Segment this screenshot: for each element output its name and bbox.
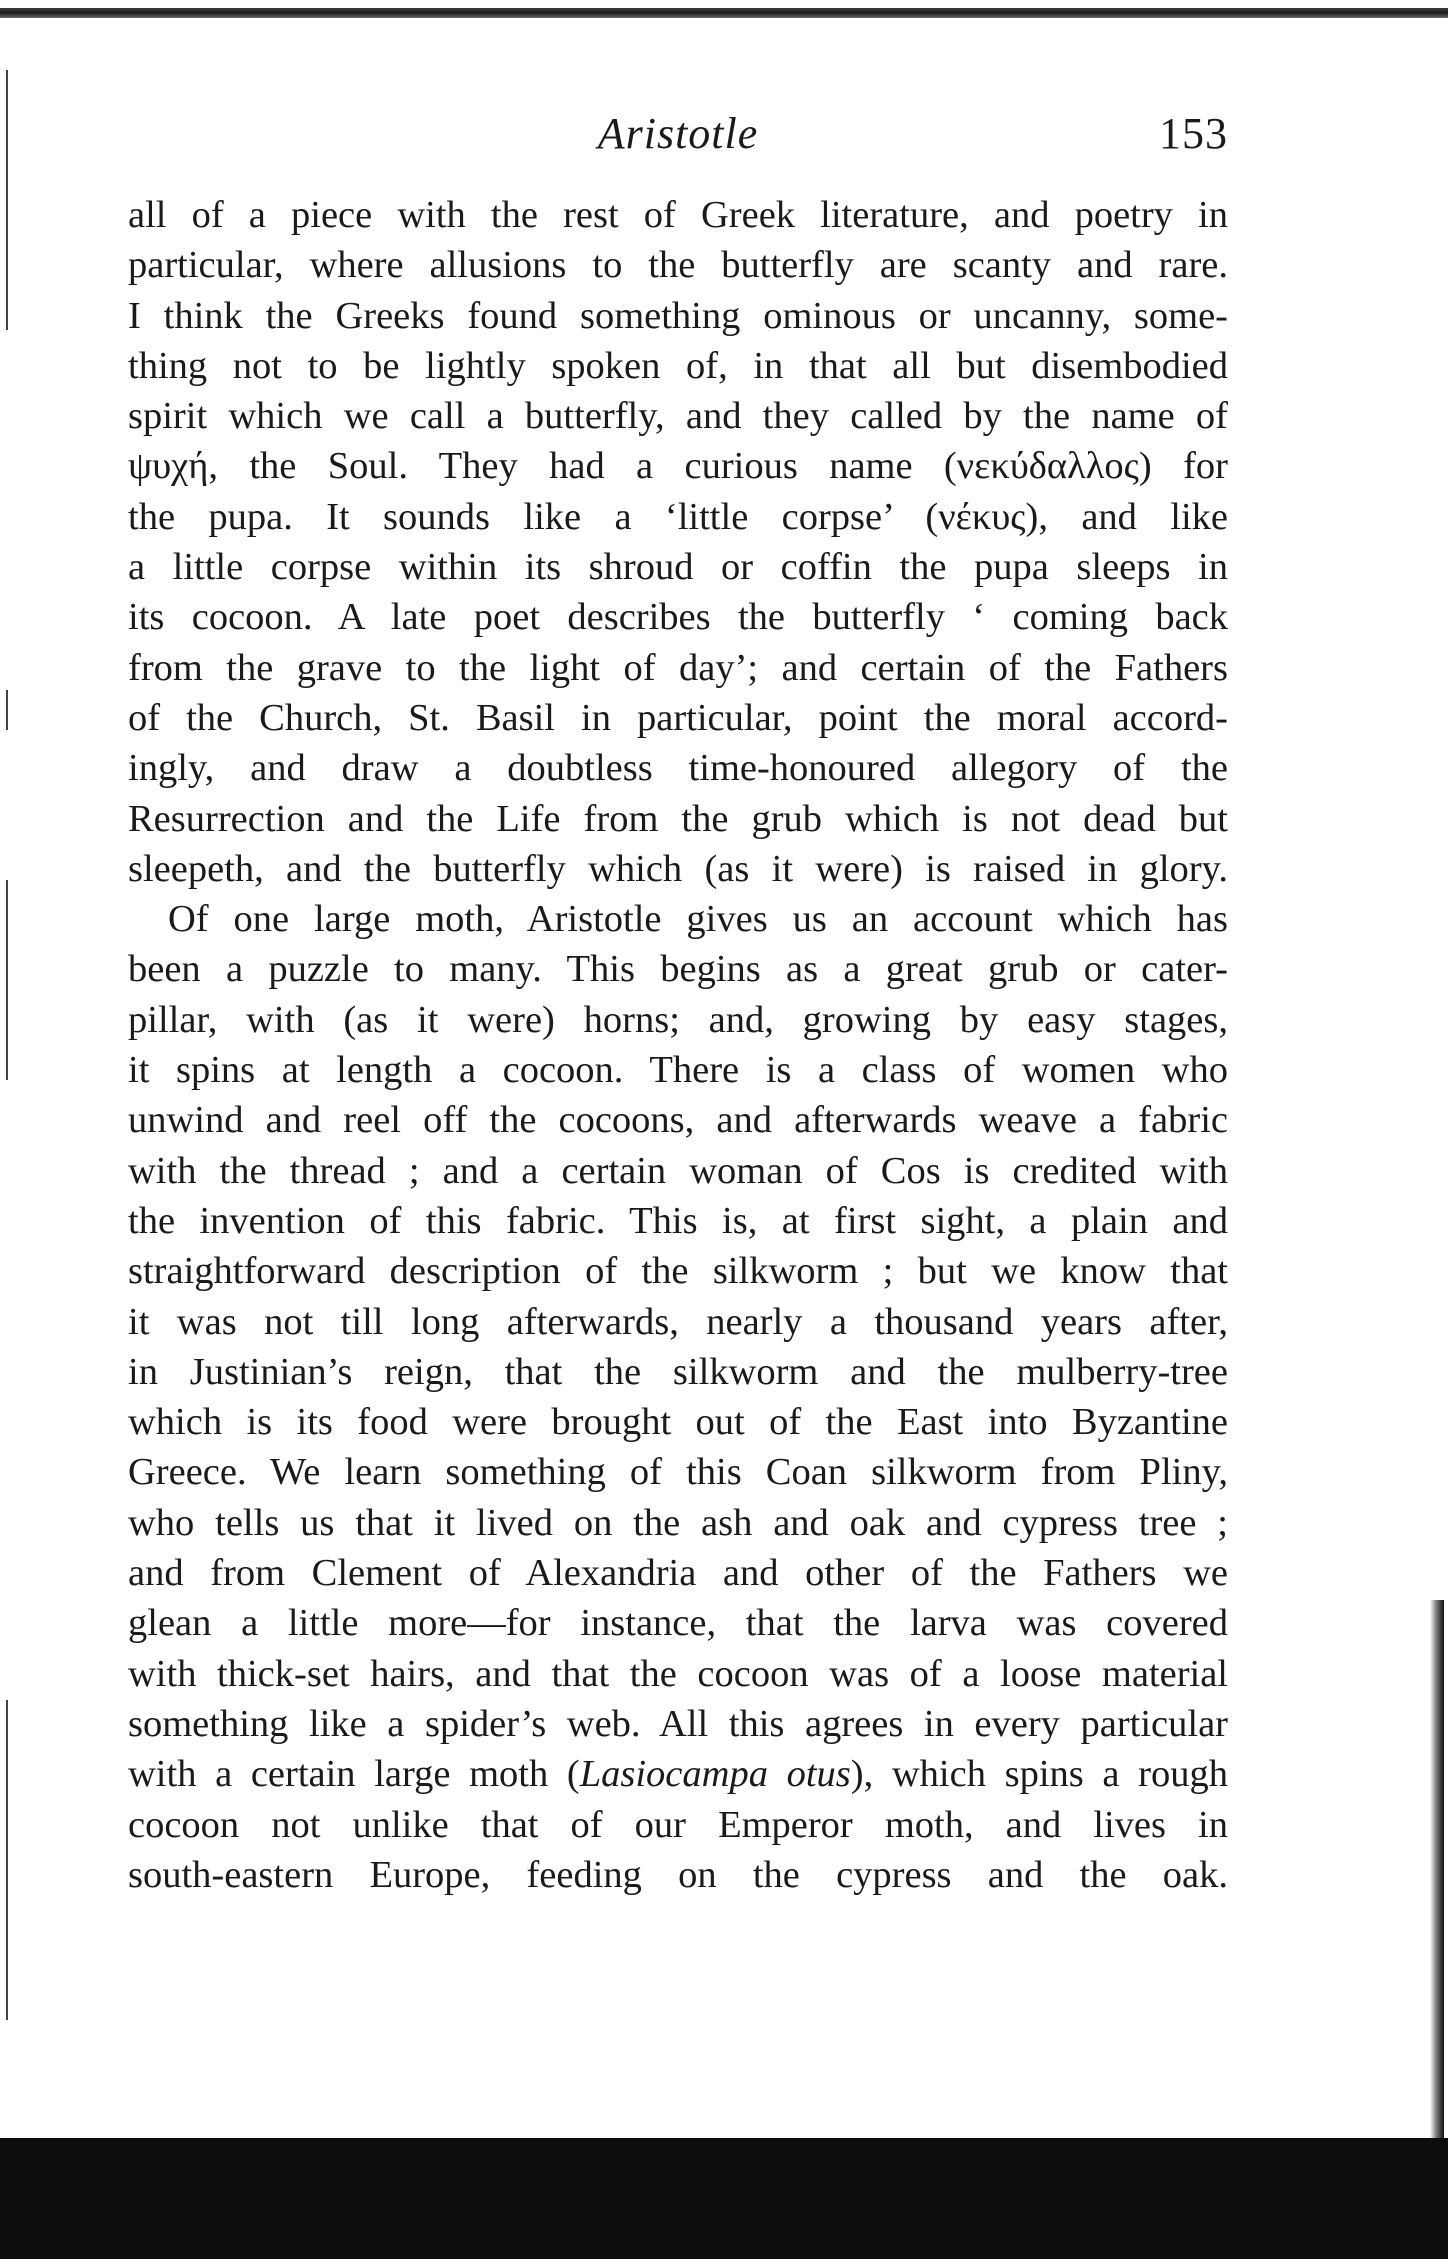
text-line: from the grave to the light of day’; and certain of the Fathers: [128, 646, 1228, 689]
line-prefix: with a certain large moth (: [128, 1753, 580, 1796]
text-line: all of a piece with the rest of Greek literature, and poetry in: [128, 194, 1228, 236]
text-line: Resurrection and the Life from the grub which is not dead but: [128, 797, 1228, 840]
text-line: who tells us that it lived on the ash and oak and cypress tree ;: [128, 1501, 1228, 1544]
right-page-shadow: [1430, 1600, 1444, 2140]
text-line: with the thread ; and a certain woman of Cos is credited with: [128, 1149, 1228, 1192]
text-line: I think the Greeks found something ominous or uncanny, some-: [128, 294, 1228, 337]
left-scan-edge-mark: [6, 1700, 8, 2020]
text-line: the invention of this fabric. This is, at first sight, a plain and: [128, 1199, 1228, 1242]
text-line: ingly, and draw a doubtless time-honoured allegory of the: [128, 747, 1228, 790]
body-text: [128, 190, 1228, 1900]
text-line: something like a spider’s web. All this agrees in every particular: [128, 1702, 1228, 1745]
text-line: sleepeth, and the butterfly which (as it were) is raised in glory.: [128, 847, 1228, 890]
text-line: with thick-set hairs, and that the cocoon was of a loose material: [128, 1652, 1228, 1695]
species-name: Lasiocampa otus: [579, 1753, 851, 1796]
text-line: a little corpse within its shroud or coffin the pupa sleeps in: [128, 546, 1228, 589]
running-title: Aristotle: [597, 109, 759, 158]
text-line: pillar, with (as it were) horns; and, growing by easy stages,: [128, 998, 1228, 1041]
text-line: the pupa. It sounds like a ‘little corpse’ (νέκυς), and like: [128, 495, 1228, 538]
page-header: [128, 108, 1228, 168]
text-line: been a puzzle to many. This begins as a great grub or cater-: [128, 948, 1228, 991]
left-scan-edge-mark: [6, 880, 8, 1080]
text-line: which is its food were brought out of the East into Byzantine: [128, 1401, 1228, 1444]
text-line: and from Clement of Alexandria and other of the Fathers we: [128, 1552, 1228, 1595]
top-scan-edge: [0, 8, 1448, 18]
text-line: it spins at length a cocoon. There is a class of women who: [128, 1049, 1228, 1092]
text-line: ψυχή, the Soul. They had a curious name (νεκύδαλλος) for: [128, 445, 1228, 488]
text-line: in Justinian’s reign, that the silkworm and the mulberry-tree: [128, 1350, 1228, 1393]
text-line: particular, where allusions to the butterfly are scanty and rare.: [128, 244, 1228, 287]
paragraph-start-line: Of one large moth, Aristotle gives us an account which has: [168, 898, 1228, 941]
bottom-scan-edge: [0, 2138, 1448, 2259]
text-line: Greece. We learn something of this Coan silkworm from Pliny,: [128, 1451, 1228, 1494]
left-scan-edge-mark: [6, 70, 8, 330]
text-line-with-italic-term: [128, 1749, 1228, 1799]
page-number: 153: [1159, 109, 1228, 158]
text-line: spirit which we call a butterfly, and they called by the name of: [128, 395, 1228, 438]
text-line: thing not to be lightly spoken of, in that all but disembodied: [128, 344, 1228, 387]
left-scan-edge-mark: [6, 690, 8, 730]
line-suffix: ), which spins a rough: [850, 1753, 1228, 1796]
text-line: straightforward description of the silkworm ; but we know that: [128, 1250, 1228, 1293]
text-line: south-eastern Europe, feeding on the cypress and the oak.: [128, 1853, 1228, 1896]
text-line: of the Church, St. Basil in particular, point the moral accord-: [128, 696, 1228, 739]
text-line: unwind and reel off the cocoons, and afterwards weave a fabric: [128, 1099, 1228, 1142]
text-line: it was not till long afterwards, nearly a thousand years after,: [128, 1300, 1228, 1343]
text-line: cocoon not unlike that of our Emperor moth, and lives in: [128, 1803, 1228, 1846]
text-line: glean a little more—for instance, that the larva was covered: [128, 1602, 1228, 1645]
text-line: its cocoon. A late poet describes the butterfly ‘ coming back: [128, 596, 1228, 639]
